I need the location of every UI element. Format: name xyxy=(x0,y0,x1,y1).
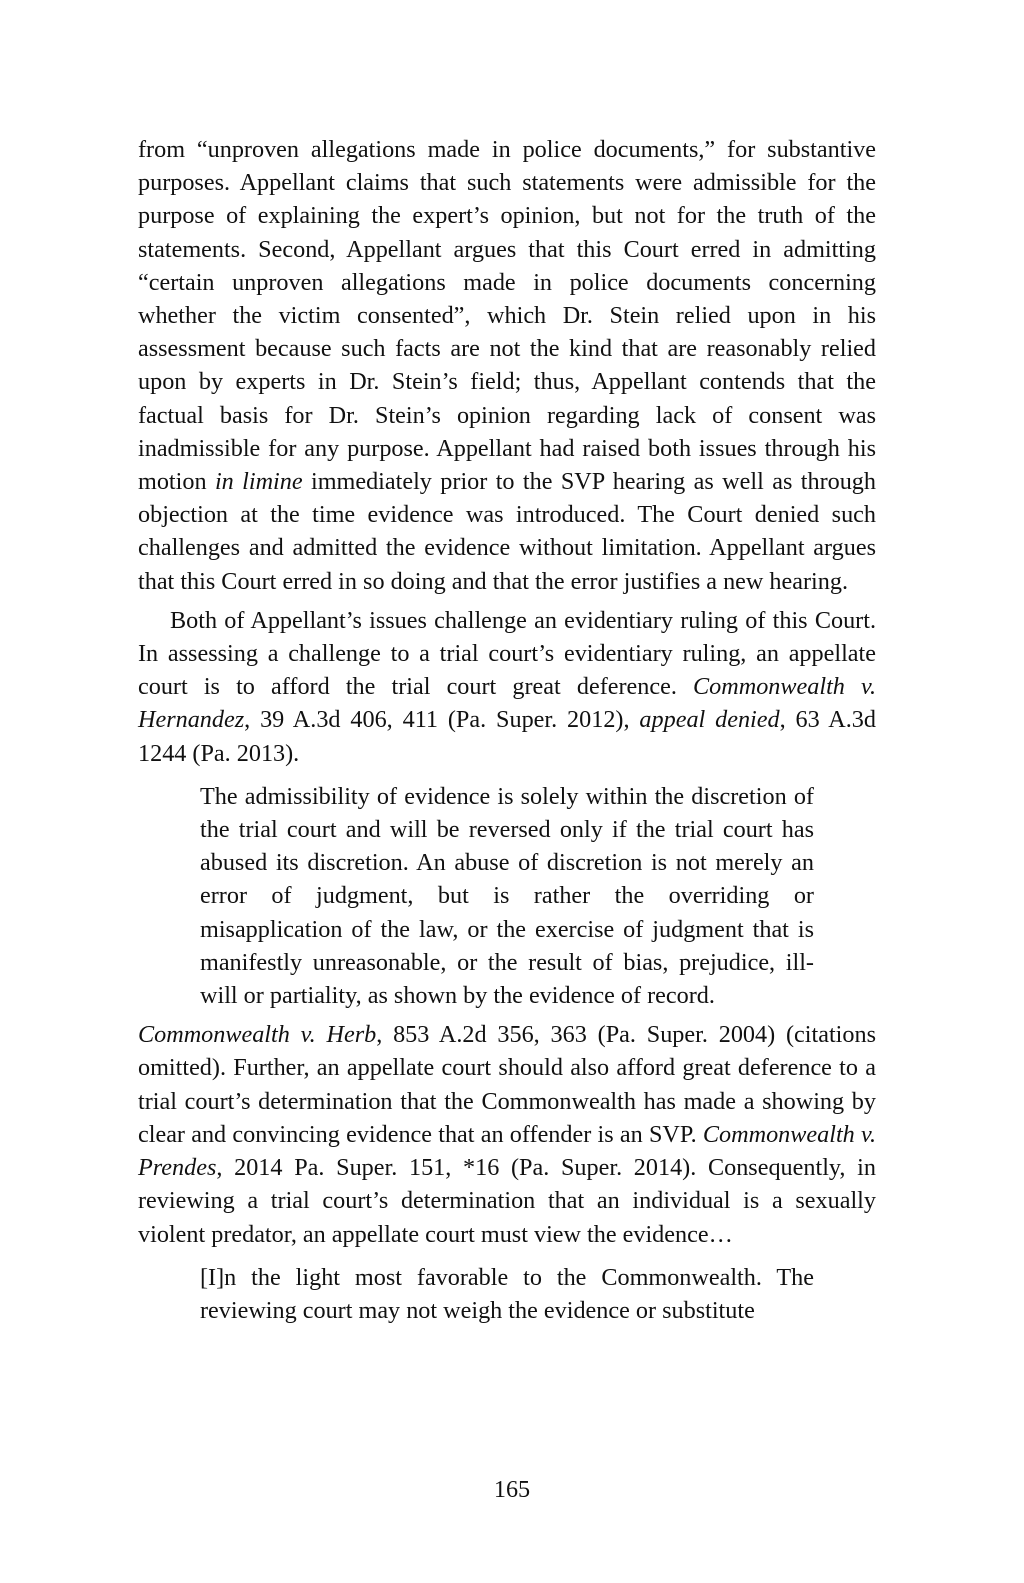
block-quote-2: [I]n the light most favorable to the Commonwealth. The reviewing court may not weigh the evidence or substitute xyxy=(200,1263,814,1324)
paragraph-2 xyxy=(138,604,876,770)
in-limine-italic: in limine xyxy=(214,468,303,496)
paragraph-2-tail: , 63 A.3d 1244 (Pa. 2013). xyxy=(138,706,876,767)
paragraph-2-lead: Both of Appellant’s issues challenge an evidentiary ruling of this Court. In assessing a challenge to a trial court’s evidentiary ruling, an appellate court is to afford the trial court great deference. xyxy=(138,606,876,701)
paragraph-3-a: , 853 A.2d 356, 363 (Pa. Super. 2004) (citations omitted). Further, an appellate court should also afford great deference to a trial court’s determination that the Commonwealth has made a showing by clear and convincing evidence that an offender is an SVP. xyxy=(138,1021,876,1148)
paragraph-3-b: , 2014 Pa. Super. 151, *16 (Pa. Super. 2014). Consequently, in reviewing a trial court’s determination that an individual is a sexually violent predator, an appellate court must view the evidence… xyxy=(138,1154,876,1248)
citation-hernandez: Commonwealth v. Hernandez xyxy=(138,673,876,734)
paragraph-3 xyxy=(138,1018,876,1250)
block-quote-1: The admissibility of evidence is solely within the discretion of the trial court and will be reversed only if the trial court has abused its discretion. An abuse of discretion is not merely an error of judgment, but is rather the overriding or misapplication of the law, or the exercise of judgment that is manifestly unreasonable, or the result of bias, prejudice, ill-will or partiality, as shown by the evidence of record. xyxy=(200,782,814,1010)
paragraph-2-mid: , 39 A.3d 406, 411 (Pa. Super. 2012), xyxy=(244,706,640,734)
paragraph-1-tail: immediately prior to the SVP hearing as well as through objection at the time evidence was introduced. The Court denied such challenges and admitted the evidence without limitation. Appellant argues that this Court erred in so doing and that the error justifies a new hearing. xyxy=(138,468,876,595)
citation-appeal-denied: appeal denied xyxy=(639,706,780,734)
citation-prendes: Commonwealth v. Prendes xyxy=(138,1120,876,1182)
paragraph-1-text: from “unproven allegations made in police documents,” for substantive purposes. Appellant claims that such statements were admissible for the purpose of explaining the expert’s opinion, but not for the truth of the statements. Second, Appellant argues that this Court erred in admitting “certain unproven allegations made in police documents concerning whether the victim consented”, which Dr. Stein relied upon in his assessment because such facts are not the kind that are reasonably relied upon by experts in Dr. Stein’s field; thus, Appellant contends that the factual basis for Dr. Stein’s opinion regarding lack of consent was inadmissible for any purpose. Appellant had raised both issues through his motion xyxy=(138,136,876,496)
paragraph-1 xyxy=(138,133,876,598)
page-number: 165 xyxy=(493,1476,531,1503)
citation-herb: Commonwealth v. Herb xyxy=(138,1021,377,1049)
page-body xyxy=(138,133,876,1327)
